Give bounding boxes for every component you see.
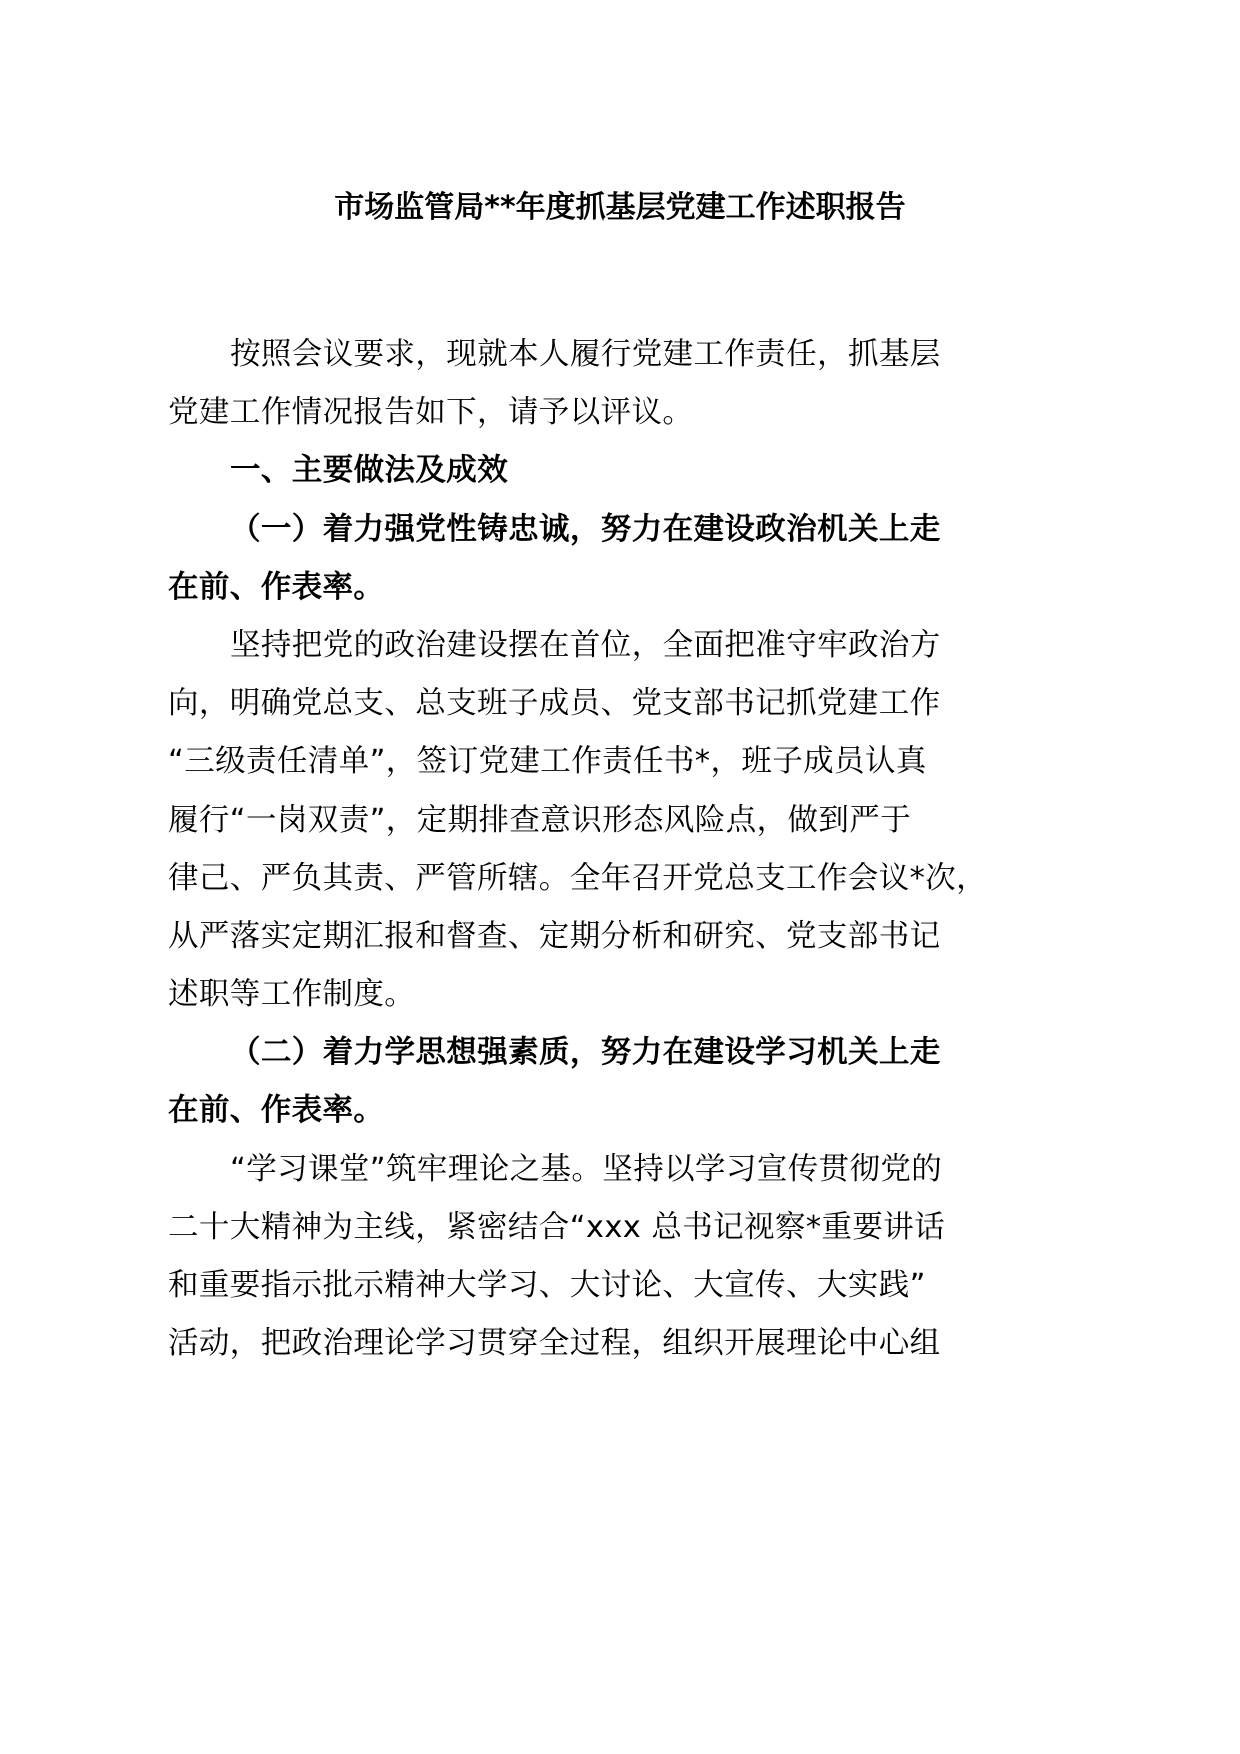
paragraph-1-line-6: 从严落实定期汇报和督查、定期分析和研究、党支部书记 — [168, 918, 941, 954]
subsection-heading-1-line-1: （一）着力强党性铸忠诚，努力在建设政治机关上走 — [230, 511, 941, 547]
paragraph-2-line-4: 活动，把政治理论学习贯穿全过程，组织开展理论中心组 — [168, 1326, 941, 1362]
paragraph-1-line-5: 律己、严负其责、严管所辖。全年召开党总支工作会议*次， — [168, 860, 988, 896]
paragraph-2-line-1: “学习课堂”筑牢理论之基。坚持以学习宣传贯彻党的 — [230, 1151, 943, 1187]
paragraph-1-line-3: “三级责任清单”，签订党建工作责任书*，班子成员认真 — [168, 744, 927, 780]
subsection-heading-2-line-2: 在前、作表率。 — [168, 1093, 385, 1129]
document-title: 市场监管局**年度抓基层党建工作述职报告 — [334, 190, 906, 225]
paragraph-1-line-1: 坚持把党的政治建设摆在首位，全面把准守牢政治方 — [230, 627, 941, 663]
paragraph-1-line-7: 述职等工作制度。 — [168, 977, 416, 1013]
paragraph-intro-line-2: 党建工作情况报告如下，请予以评议。 — [168, 395, 694, 431]
subsection-heading-1-line-2: 在前、作表率。 — [168, 569, 385, 605]
paragraph-2-line-2: 二十大精神为主线，紧密结合“xxx 总书记视察*重要讲话 — [168, 1209, 946, 1245]
section-heading-1: 一、主要做法及成效 — [230, 453, 509, 489]
paragraph-1-line-4: 履行“一岗双责”，定期排查意识形态风险点，做到严于 — [168, 802, 912, 838]
document-body — [168, 326, 1068, 1373]
paragraph-intro-line-1: 按照会议要求，现就本人履行党建工作责任，抓基层 — [230, 337, 941, 372]
paragraph-2-line-3: 和重要指示批示精神大学习、大讨论、大宣传、大实践” — [168, 1268, 926, 1303]
subsection-heading-2-line-1: （二）着力学思想强素质，努力在建设学习机关上走 — [230, 1035, 941, 1071]
paragraph-1-line-2: 向，明确党总支、总支班子成员、党支部书记抓党建工作 — [168, 686, 941, 722]
